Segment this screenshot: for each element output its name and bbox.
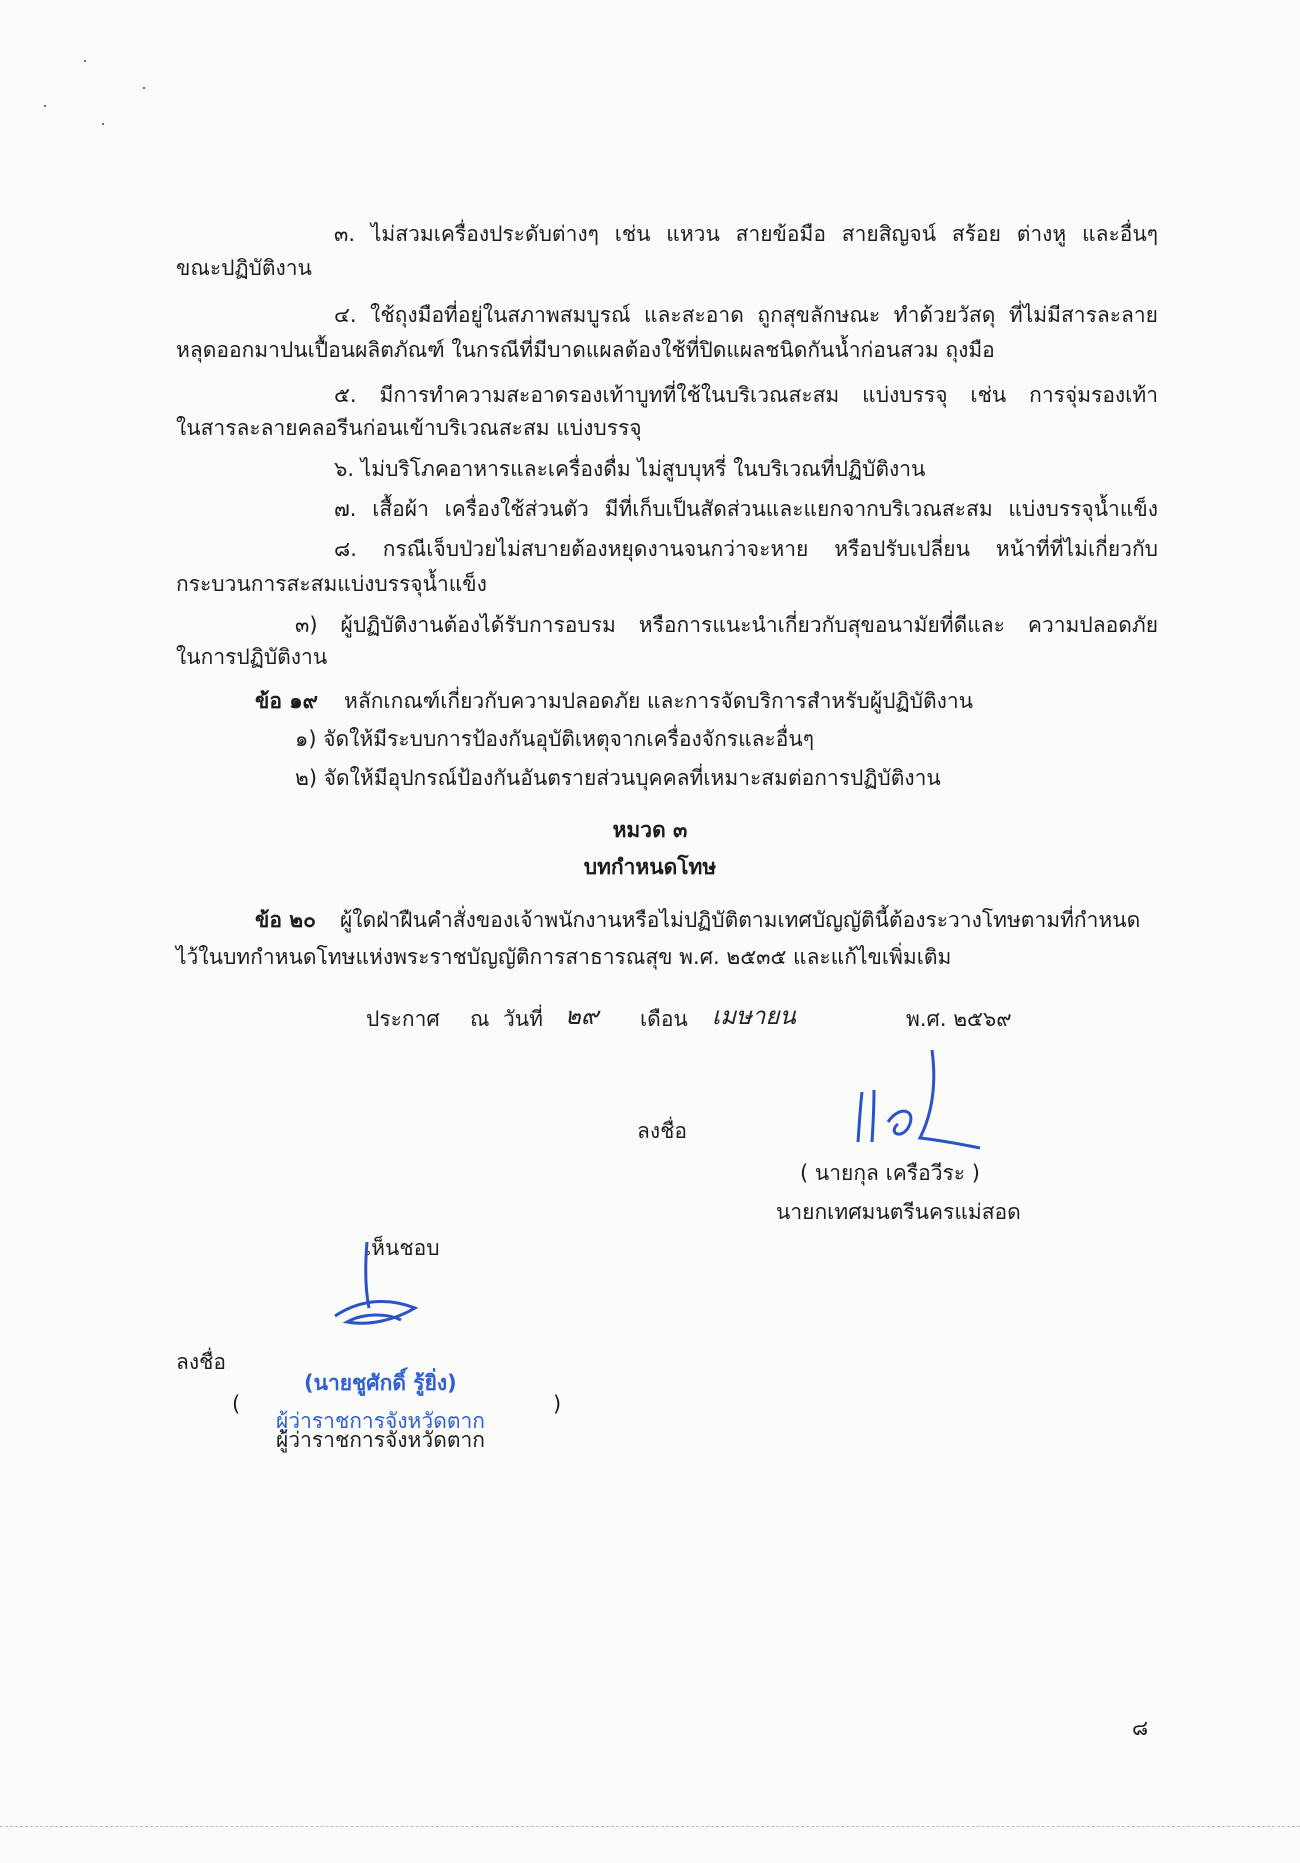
scan-speck — [84, 60, 86, 62]
signatory-1-sign-label: ลงชื่อ — [637, 1119, 687, 1143]
scan-speck — [44, 105, 46, 107]
scan-edge-line — [0, 1826, 1300, 1827]
announce-month-value: เมษายน — [712, 1002, 796, 1030]
signatory-1-name: ( นายกุล เครือวีระ ) — [800, 1161, 980, 1185]
article-20-label: ข้อ ๒๐ — [255, 908, 316, 932]
article-19-sub-1: ๑) จัดให้มีระบบการป้องกันอุบัติเหตุจากเครื่องจักรและอื่นๆ — [295, 727, 815, 751]
item-8-line-1: ๘. กรณีเจ็บป่วยไม่สบายต้องหยุดงานจนกว่าจะหาย หรือปรับเปลี่ยน หน้าที่ที่ไม่เกี่ยวกับ — [334, 537, 1158, 561]
page-number: ๘ — [1132, 1716, 1149, 1740]
signature-governor — [325, 1236, 435, 1336]
item-5-line-1: ๕. มีการทำความสะอาดรองเท้าบูทที่ใช้ในบริเวณสะสม แบ่งบรรจุ เช่น การจุ่มรองเท้า — [334, 383, 1158, 407]
item-7-line-1: ๗. เสื้อผ้า เครื่องใช้ส่วนตัว มีที่เก็บเป็นสัดส่วนและแยกจากบริเวณสะสม แบ่งบรรจุน้ำแข็ง — [334, 497, 1158, 521]
article-20-line-2: ไว้ในบทกำหนดโทษแห่งพระราชบัญญัติการสาธารณสุข พ.ศ. ๒๕๓๕ และแก้ไขเพิ่มเติม — [176, 945, 952, 969]
item-4-line-1: ๔. ใช้ถุงมือที่อยู่ในสภาพสมบูรณ์ และสะอาด ถูกสุขลักษณะ ทำด้วยวัสดุ ที่ไม่มีสารละลาย — [334, 303, 1158, 327]
approval-sign-label: ลงชื่อ — [176, 1350, 226, 1374]
item-4-line-2: หลุดออกมาปนเปื้อนผลิตภัณฑ์ ในกรณีที่มีบาดแผลต้องใช้ที่ปิดแผลชนิดกันน้ำก่อนสวม ถุงมือ — [176, 338, 995, 362]
announce-day-value: ๒๙ — [565, 1002, 599, 1030]
para-3-line-2: ในการปฏิบัติงาน — [176, 645, 328, 669]
scan-speck — [102, 123, 104, 125]
scan-speck — [143, 87, 145, 89]
article-19-label: ข้อ ๑๙ — [255, 689, 318, 713]
announce-at: ณ — [470, 1007, 490, 1031]
announce-day-label: วันที่ — [503, 1007, 543, 1031]
approval-label: เห็นชอบ — [364, 1236, 440, 1260]
signature-mayor — [840, 1040, 990, 1150]
announce-month-label: เดือน — [640, 1007, 688, 1031]
article-19-sub-2: ๒) จัดให้มีอุปกรณ์ป้องกันอันตรายส่วนบุคคลที่เหมาะสมต่อการปฏิบัติงาน — [295, 766, 941, 790]
para-3-line-1: ๓) ผู้ปฏิบัติงานต้องได้รับการอบรม หรือการแนะนำเกี่ยวกับสุขอนามัยที่ดีและ ความปลอดภัย — [295, 613, 1158, 637]
article-19-text: หลักเกณฑ์เกี่ยวกับความปลอดภัย และการจัดบริการสำหรับผู้ปฏิบัติงาน — [344, 689, 973, 713]
approval-stamp-name: (นายชูศักดิ์ รู้ยิ่ง) — [304, 1371, 457, 1395]
article-20-line-1: ผู้ใดฝ่าฝืนคำสั่งของเจ้าพนักงานหรือไม่ปฏิบัติตามเทศบัญญัตินี้ต้องระวางโทษตามที่กำหนด — [340, 908, 1141, 932]
approval-stamp-position: ผู้ว่าราชการจังหวัดตาก — [276, 1409, 485, 1433]
announce-prefix: ประกาศ — [366, 1007, 440, 1031]
item-3-line-1: ๓. ไม่สวมเครื่องประดับต่างๆ เช่น แหวน สายข้อมือ สายสิญจน์ สร้อย ต่างหู และอื่นๆ — [334, 222, 1158, 246]
item-6-line-1: ๖. ไม่บริโภคอาหารและเครื่องดื่ม ไม่สูบบุหรี่ ในบริเวณที่ปฏิบัติงาน — [334, 457, 926, 481]
signatory-1-position: นายกเทศมนตรีนครแม่สอด — [776, 1200, 1021, 1224]
chapter-number: หมวด ๓ — [612, 818, 688, 842]
item-5-line-2: ในสารละลายคลอรีนก่อนเข้าบริเวณสะสม แบ่งบรรจุ — [176, 416, 642, 440]
approval-position: ผู้ว่าราชการจังหวัดตาก — [276, 1428, 485, 1452]
item-3-line-2: ขณะปฏิบัติงาน — [176, 256, 312, 280]
approval-open-paren: ( — [232, 1392, 241, 1416]
approval-close-paren: ) — [553, 1392, 562, 1416]
item-8-line-2: กระบวนการสะสมแบ่งบรรจุน้ำแข็ง — [176, 572, 487, 596]
chapter-title: บทกำหนดโทษ — [583, 855, 717, 879]
announce-year: พ.ศ. ๒๕๖๙ — [906, 1007, 1012, 1031]
